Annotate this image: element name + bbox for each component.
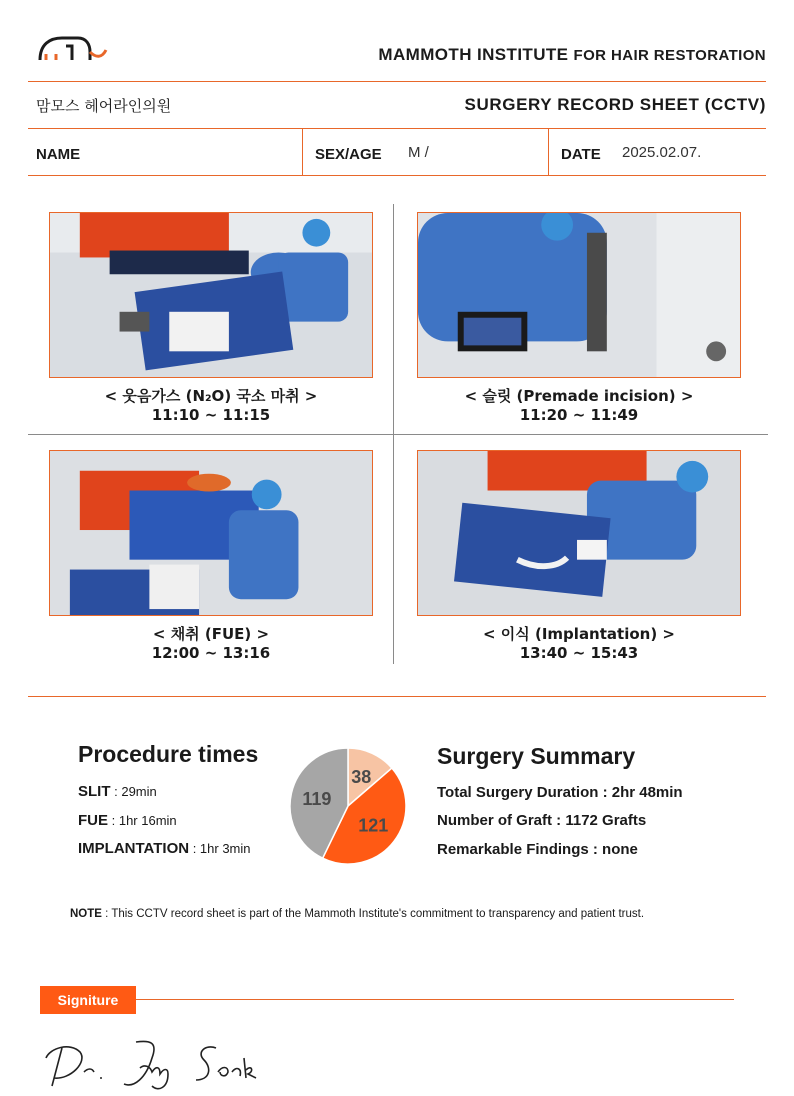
pie-label-1: 121	[358, 815, 389, 836]
pie-label-0: 38	[351, 766, 372, 787]
sheet-title: SURGERY RECORD SHEET (CCTV)	[464, 95, 766, 114]
cctv-photo-implantation	[417, 450, 741, 616]
stage-caption-2: < 슬릿 (Premade incision) > 11:20 ~ 11:49	[464, 387, 694, 424]
procedure-time-implantation: IMPLANTATION : 1hr 3min	[78, 840, 251, 857]
date-label: DATE	[561, 146, 601, 163]
institute-name: MAMMOTH INSTITUTE FOR HAIR RESTORATION	[378, 45, 766, 64]
mammoth-logo-icon	[36, 30, 108, 66]
date-value: 2025.02.07.	[622, 144, 702, 161]
procedure-time-fue: FUE : 1hr 16min	[78, 812, 177, 829]
sexage-label: SEX/AGE	[315, 146, 382, 163]
pie-label-2: 119	[302, 788, 332, 809]
procedure-times-pie-chart	[288, 746, 408, 866]
stage-caption-4: < 이식 (Implantation) > 13:40 ~ 15:43	[483, 625, 675, 662]
summary-findings: Remarkable Findings : none	[437, 841, 638, 858]
procedure-time-slit: SLIT : 29min	[78, 783, 157, 800]
summary-graft-count: Number of Graft : 1172 Grafts	[437, 812, 647, 829]
stage-caption-3: < 채취 (FUE) > 12:00 ~ 13:16	[151, 625, 271, 662]
korean-clinic-name: 맘모스 헤어라인의원	[36, 97, 172, 115]
procedure-times-title: Procedure times	[78, 741, 259, 767]
cctv-photo-anesthesia	[49, 212, 373, 378]
cctv-photo-slit	[417, 212, 741, 378]
name-label: NAME	[36, 146, 81, 163]
stage-caption-1: < 웃음가스 (N₂O) 국소 마취 > 11:10 ~ 11:15	[104, 387, 318, 424]
cctv-photo-fue	[49, 450, 373, 616]
summary-total-duration: Total Surgery Duration : 2hr 48min	[437, 784, 683, 801]
signature-label: Signiture	[40, 986, 136, 1014]
surgery-summary-title: Surgery Summary	[437, 743, 636, 769]
sexage-value: M /	[408, 144, 429, 161]
handwritten-signature-icon	[40, 1028, 300, 1094]
transparency-note: NOTE : This CCTV record sheet is part of the Mammoth Institute's commitment to transparency and patient trust.	[70, 908, 645, 920]
